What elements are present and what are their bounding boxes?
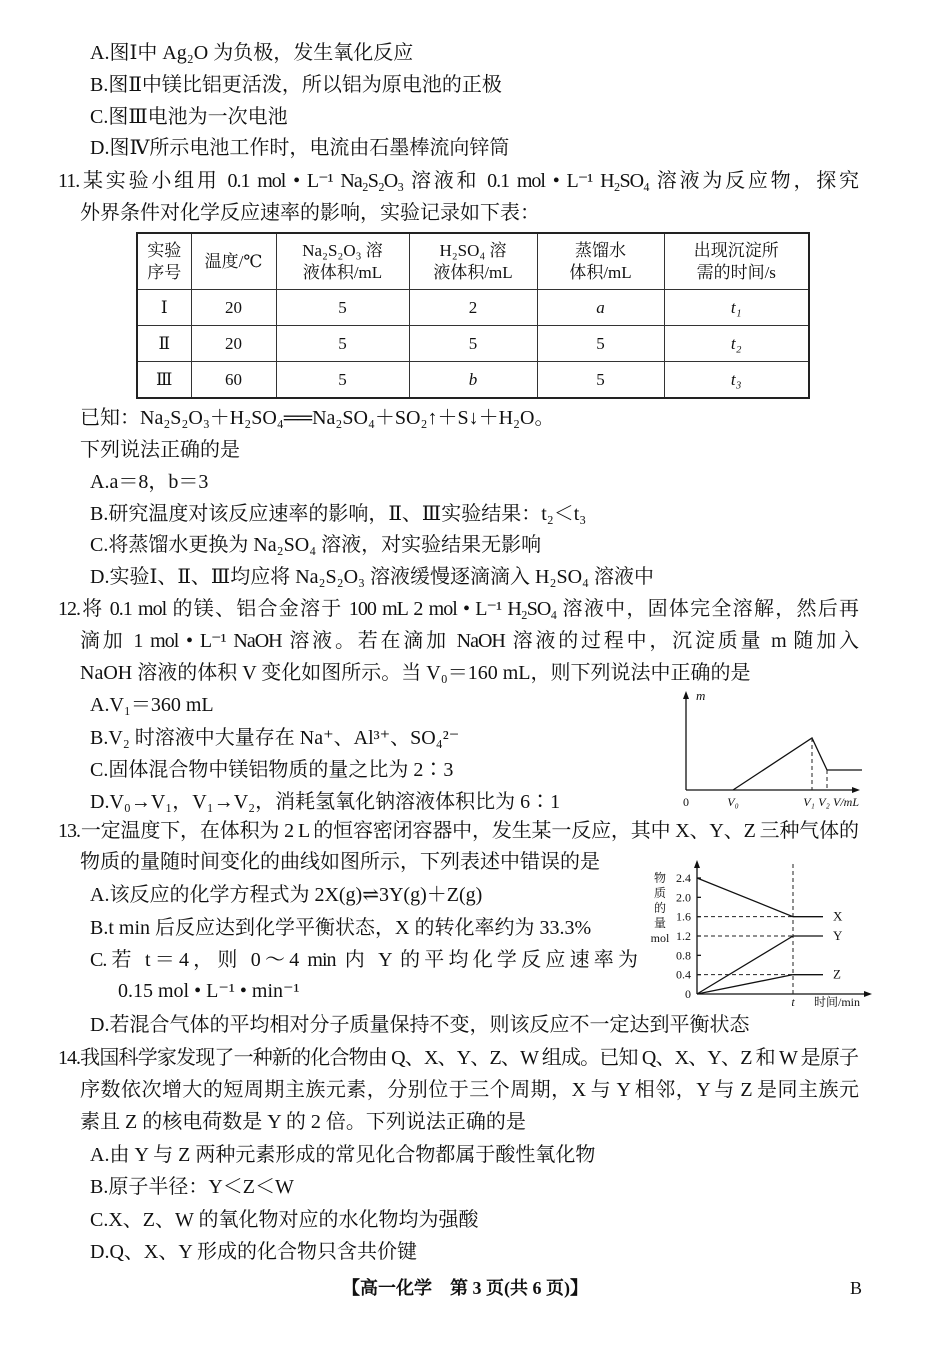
table-header-cell: Na₂S₂O₃ 溶 液体积/mL	[276, 233, 409, 290]
question-14-option-a: A.由 Y 与 Z 两种元素形成的常见化合物都属于酸性氧化物	[90, 1144, 596, 1166]
question-14-stem-line: 14.我国科学家发现了一种新的化合物由 Q、X、Y、Z、W 组成。已知 Q、X、Y、Z 和 W 是原子	[58, 1047, 858, 1069]
question-12-option-c: C.固体混合物中镁铝物质的量之比为 2∶3	[90, 759, 454, 781]
origin-label: 0	[683, 795, 689, 809]
table-cell: Ⅱ	[137, 326, 191, 362]
x-axis-label: V/mL	[833, 795, 860, 809]
x-mark-label: V₀	[727, 795, 739, 809]
table-header-cell: 温度/℃	[191, 233, 276, 290]
table-row	[137, 290, 809, 326]
table-cell: 20	[191, 326, 276, 362]
question-10-option-d: D.图Ⅳ所示电池工作时，电流由石墨棒流向锌筒	[90, 137, 510, 159]
question-11-known-equation: 已知：Na₂S₂O₃＋H₂SO₄══Na₂SO₄＋SO₂↑＋S↓＋H₂O。	[80, 407, 555, 429]
y-tick-label: 0.4	[676, 967, 691, 982]
experiment-table	[136, 232, 810, 399]
y-tick-label: 0	[685, 987, 691, 1001]
precipitate-mass-graph	[670, 688, 870, 814]
table-cell: t₂	[664, 326, 809, 362]
table-cell: 5	[276, 362, 409, 399]
table-cell: 5	[276, 290, 409, 326]
question-13-option-c-continued: 0.15 mol • L⁻¹ • min⁻¹	[118, 980, 300, 1002]
series-label-z: Z	[833, 966, 841, 982]
question-13-option-d: D.若混合气体的平均相对分子质量保持不变，则该反应不一定达到平衡状态	[90, 1014, 750, 1036]
table-cell: 2	[409, 290, 537, 326]
y-tick-label: 1.2	[676, 929, 691, 943]
question-13-option-c: C.若 t＝4，则 0～4 min 内 Y 的平均化学反应速率为	[90, 949, 637, 971]
y-axis-arrow	[694, 860, 700, 868]
question-12-option-b: B.V₂ 时溶液中大量存在 Na⁺、Al³⁺、SO₄²⁻	[90, 727, 460, 749]
table-header-cell: 实验 序号	[137, 233, 191, 290]
question-14-option-c: C.X、Z、W 的氧化物对应的水化物均为强酸	[90, 1209, 479, 1231]
question-12-stem-line: 12.将 0.1 mol 的镁、铝合金溶于 100 mL 2 mol • L⁻¹ H₂SO₄ 溶液中，固体完全溶解，然后再	[58, 598, 858, 620]
question-14-stem-line: 素且 Z 的核电荷数是 Y 的 2 倍。下列说法正确的是	[80, 1111, 526, 1133]
question-14-stem-line: 序数依次增大的短周期主族元素，分别位于三个周期，X 与 Y 相邻，Y 与 Z 是同主族元	[80, 1079, 858, 1101]
question-10-option-b: B.图Ⅱ中镁比铝更活泼，所以铝为原电池的正极	[90, 74, 502, 96]
table-row	[137, 326, 809, 362]
question-13-option-b: B.t min 后反应达到化学平衡状态，X 的转化率约为 33.3%	[90, 917, 592, 939]
amount-time-graph	[640, 858, 880, 1010]
question-14-option-b: B.原子半径：Y＜Z＜W	[90, 1176, 294, 1198]
y-axis-label: 物	[653, 871, 667, 885]
x-mark-label: V₁	[803, 795, 815, 809]
question-13-stem-line: 13.一定温度下，在体积为 2 L 的恒容密闭容器中，发生某一反应，其中 X、Y、Z 三种气体的	[58, 820, 858, 842]
question-12-option-a: A.V₁＝360 mL	[90, 694, 214, 716]
series-line-z	[697, 975, 823, 994]
table-cell: 20	[191, 290, 276, 326]
series-label-x: X	[833, 908, 843, 924]
y-tick-label: 1.6	[676, 909, 691, 924]
question-11-stem-line: 外界条件对化学反应速率的影响，实验记录如下表：	[80, 202, 540, 224]
question-10-option-a: A.图Ⅰ中 Ag₂O 为负极，发生氧化反应	[90, 42, 414, 64]
table-cell: 5	[537, 326, 664, 362]
table-cell: b	[409, 362, 537, 399]
question-11-option-b: B.研究温度对该反应速率的影响，Ⅱ、Ⅲ实验结果：t₂＜t₃	[90, 503, 587, 525]
series-line-y	[697, 936, 823, 994]
y-axis-label: mol	[650, 931, 670, 945]
table-header-cell: 蒸馏水 体积/mL	[537, 233, 664, 290]
table-row	[137, 362, 809, 399]
table-cell: t₃	[664, 362, 809, 399]
question-11-option-d: D.实验Ⅰ、Ⅱ、Ⅲ均应将 Na₂S₂O₃ 溶液缓慢逐滴滴入 H₂SO₄ 溶液中	[90, 566, 654, 588]
question-13-stem-line: 物质的量随时间变化的曲线如图所示，下列表述中错误的是	[80, 851, 600, 873]
table-header-cell: 出现沉淀所 需的时间/s	[664, 233, 809, 290]
series-label-y: Y	[833, 928, 843, 943]
y-axis-label: m	[696, 688, 706, 703]
table-cell: 60	[191, 362, 276, 399]
page-footer: 【高一化学 第 3 页(共 6 页)】	[342, 1278, 588, 1298]
x-axis-arrow	[864, 991, 872, 997]
table-cell: 5	[276, 326, 409, 362]
mass-curve	[733, 738, 862, 790]
y-tick-label: 2.4	[676, 871, 691, 885]
y-tick-label: 2.0	[676, 890, 691, 905]
x-axis-label: 时间/min	[813, 995, 861, 1009]
table-cell: 5	[537, 362, 664, 399]
table-header-row	[137, 233, 809, 290]
question-13-option-a: A.该反应的化学方程式为 2X(g)⇌3Y(g)＋Z(g)	[90, 884, 483, 906]
y-axis-arrow	[683, 691, 689, 699]
x-mark-label: t	[791, 995, 795, 1009]
y-axis-label: 的	[653, 901, 667, 915]
table-cell: 5	[409, 326, 537, 362]
question-14-option-d: D.Q、X、Y 形成的化合物只含共价键	[90, 1241, 418, 1263]
y-tick-label: 0.8	[676, 948, 691, 963]
question-11-option-a: A.a＝8，b＝3	[90, 471, 209, 493]
question-12-stem-line: 滴加 1 mol • L⁻¹ NaOH 溶液。若在滴加 NaOH 溶液的过程中，沉淀质量 m 随加入	[80, 630, 858, 652]
table-cell: Ⅰ	[137, 290, 191, 326]
x-mark-label: V₂	[818, 795, 830, 809]
question-11-stem-line: 11.某实验小组用 0.1 mol • L⁻¹ Na₂S₂O₃ 溶液和 0.1 mol • L⁻¹ H₂SO₄ 溶液为反应物，探究	[58, 170, 858, 192]
y-axis-label: 量	[653, 916, 667, 930]
table-header-cell: H₂SO₄ 溶 液体积/mL	[409, 233, 537, 290]
question-10-option-c: C.图Ⅲ电池为一次电池	[90, 106, 288, 128]
x-axis-arrow	[852, 787, 860, 793]
table-cell: Ⅲ	[137, 362, 191, 399]
y-axis-label: 质	[653, 886, 667, 900]
question-12-option-d: D.V₀→V₁，V₁→V₂，消耗氢氧化钠溶液体积比为 6∶1	[90, 791, 561, 813]
question-12-stem-line: NaOH 溶液的体积 V 变化如图所示。当 V₀＝160 mL，则下列说法中正确的是	[80, 662, 751, 684]
series-line-x	[697, 878, 823, 917]
table-cell: t₁	[664, 290, 809, 326]
question-11-prompt: 下列说法正确的是	[80, 439, 240, 461]
paper-version-label: B	[850, 1278, 863, 1298]
table-cell: a	[537, 290, 664, 326]
question-11-option-c: C.将蒸馏水更换为 Na₂SO₄ 溶液，对实验结果无影响	[90, 534, 542, 556]
